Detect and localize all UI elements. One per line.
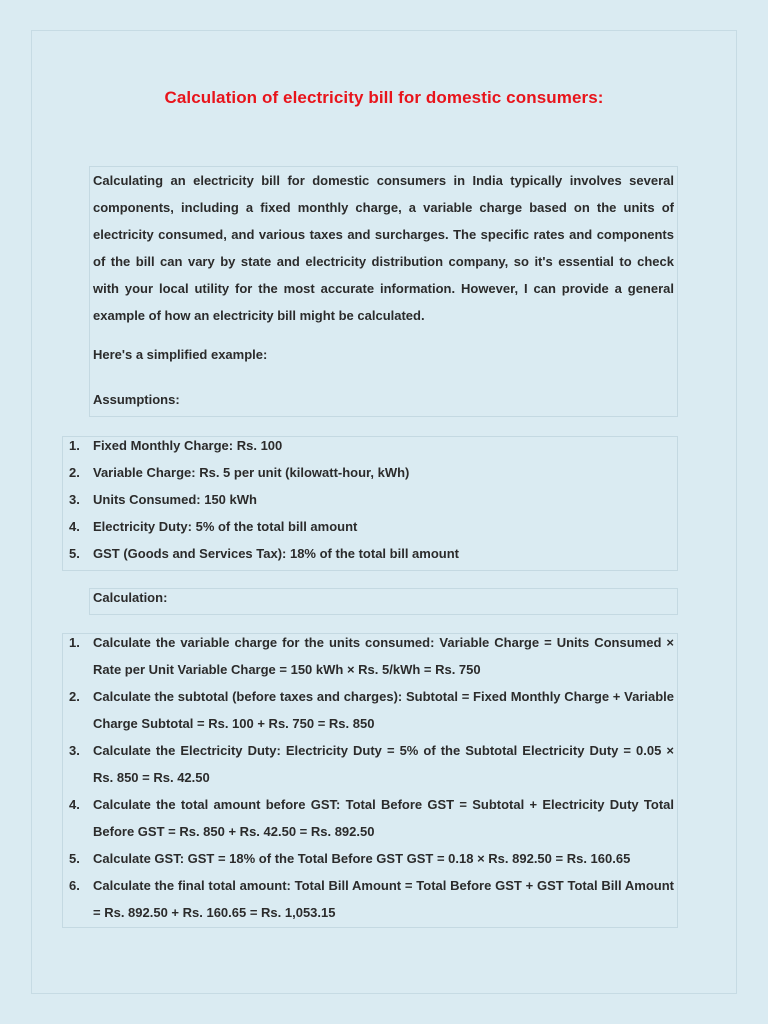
assumption-item — [63, 540, 677, 567]
calculation-steps-list — [63, 629, 677, 926]
calculation-step-number: 4. — [69, 797, 80, 812]
calculation-step — [63, 872, 677, 926]
assumption-item-number: 1. — [69, 438, 80, 453]
intro-paragraph: Calculating an electricity bill for domestic consumers in India typically involves several components, including a fixed monthly charge, a variable charge based on the units of electricity consumed, and various taxes and surcharges. The specific rates and components of the bill can vary by state and electricity distribution company, so it's essential to check with your local utility for the most accurate information. However, I can provide a general example of how an electricity bill might be calculated. — [93, 173, 674, 323]
calculation-step — [63, 683, 677, 737]
assumption-item-text: Electricity Duty: 5% of the total bill amount — [93, 519, 358, 534]
calculation-step — [63, 629, 677, 683]
assumption-item-number: 4. — [69, 519, 80, 534]
assumptions-list — [63, 432, 677, 567]
calculation-step — [63, 737, 677, 791]
calculation-label: Calculation: — [93, 590, 168, 605]
assumption-item — [63, 459, 677, 486]
calculation-step-text: Calculate the variable charge for the units consumed: Variable Charge = Units Consumed × Rate per Unit Variable Charge = 150 kWh × Rs. 5/kWh = Rs. 750 — [93, 635, 674, 677]
page-title: Calculation of electricity bill for domestic consumers: — [164, 88, 604, 107]
assumptions-list-box — [62, 436, 678, 571]
calculation-step — [63, 845, 677, 872]
calculation-step — [63, 791, 677, 845]
intro-section — [89, 166, 678, 417]
assumption-item-text: Fixed Monthly Charge: Rs. 100 — [93, 438, 283, 453]
calculation-heading-box — [89, 588, 678, 615]
assumption-item-number: 2. — [69, 465, 80, 480]
assumption-item — [63, 486, 677, 513]
calculation-step-text: Calculate the final total amount: Total Bill Amount = Total Before GST + GST Total Bill Amount = Rs. 892.50 + Rs. 160.65 = Rs. 1,053.15 — [93, 878, 674, 920]
assumption-item-text: Units Consumed: 150 kWh — [93, 492, 257, 507]
calculation-step-text: Calculate GST: GST = 18% of the Total Before GST GST = 0.18 × Rs. 892.50 = Rs. 160.65 — [93, 851, 631, 866]
assumption-item-number: 5. — [69, 546, 80, 561]
assumption-item — [63, 432, 677, 459]
calculation-step-text: Calculate the subtotal (before taxes and charges): Subtotal = Fixed Monthly Charge + Variable Charge Subtotal = Rs. 100 + Rs. 750 = Rs. 850 — [93, 689, 674, 731]
calculation-step-text: Calculate the total amount before GST: Total Before GST = Subtotal + Electricity Duty Total Before GST = Rs. 850 + Rs. 42.50 = Rs. 892.50 — [93, 797, 674, 839]
calculation-step-text: Calculate the Electricity Duty: Electricity Duty = 5% of the Subtotal Electricity Duty = 0.05 × Rs. 850 = Rs. 42.50 — [93, 743, 674, 785]
assumption-item-text: Variable Charge: Rs. 5 per unit (kilowatt-hour, kWh) — [93, 465, 410, 480]
assumption-item-text: GST (Goods and Services Tax): 18% of the total bill amount — [93, 546, 459, 561]
calculation-step-number: 5. — [69, 851, 80, 866]
calculation-step-number: 6. — [69, 878, 80, 893]
assumption-item-number: 3. — [69, 492, 80, 507]
assumptions-label: Assumptions: — [93, 392, 180, 407]
calculation-step-number: 3. — [69, 743, 80, 758]
calculation-step-number: 1. — [69, 635, 80, 650]
calculation-steps-box — [62, 633, 678, 928]
example-label: Here's a simplified example: — [93, 347, 268, 362]
assumption-item — [63, 513, 677, 540]
calculation-step-number: 2. — [69, 689, 80, 704]
